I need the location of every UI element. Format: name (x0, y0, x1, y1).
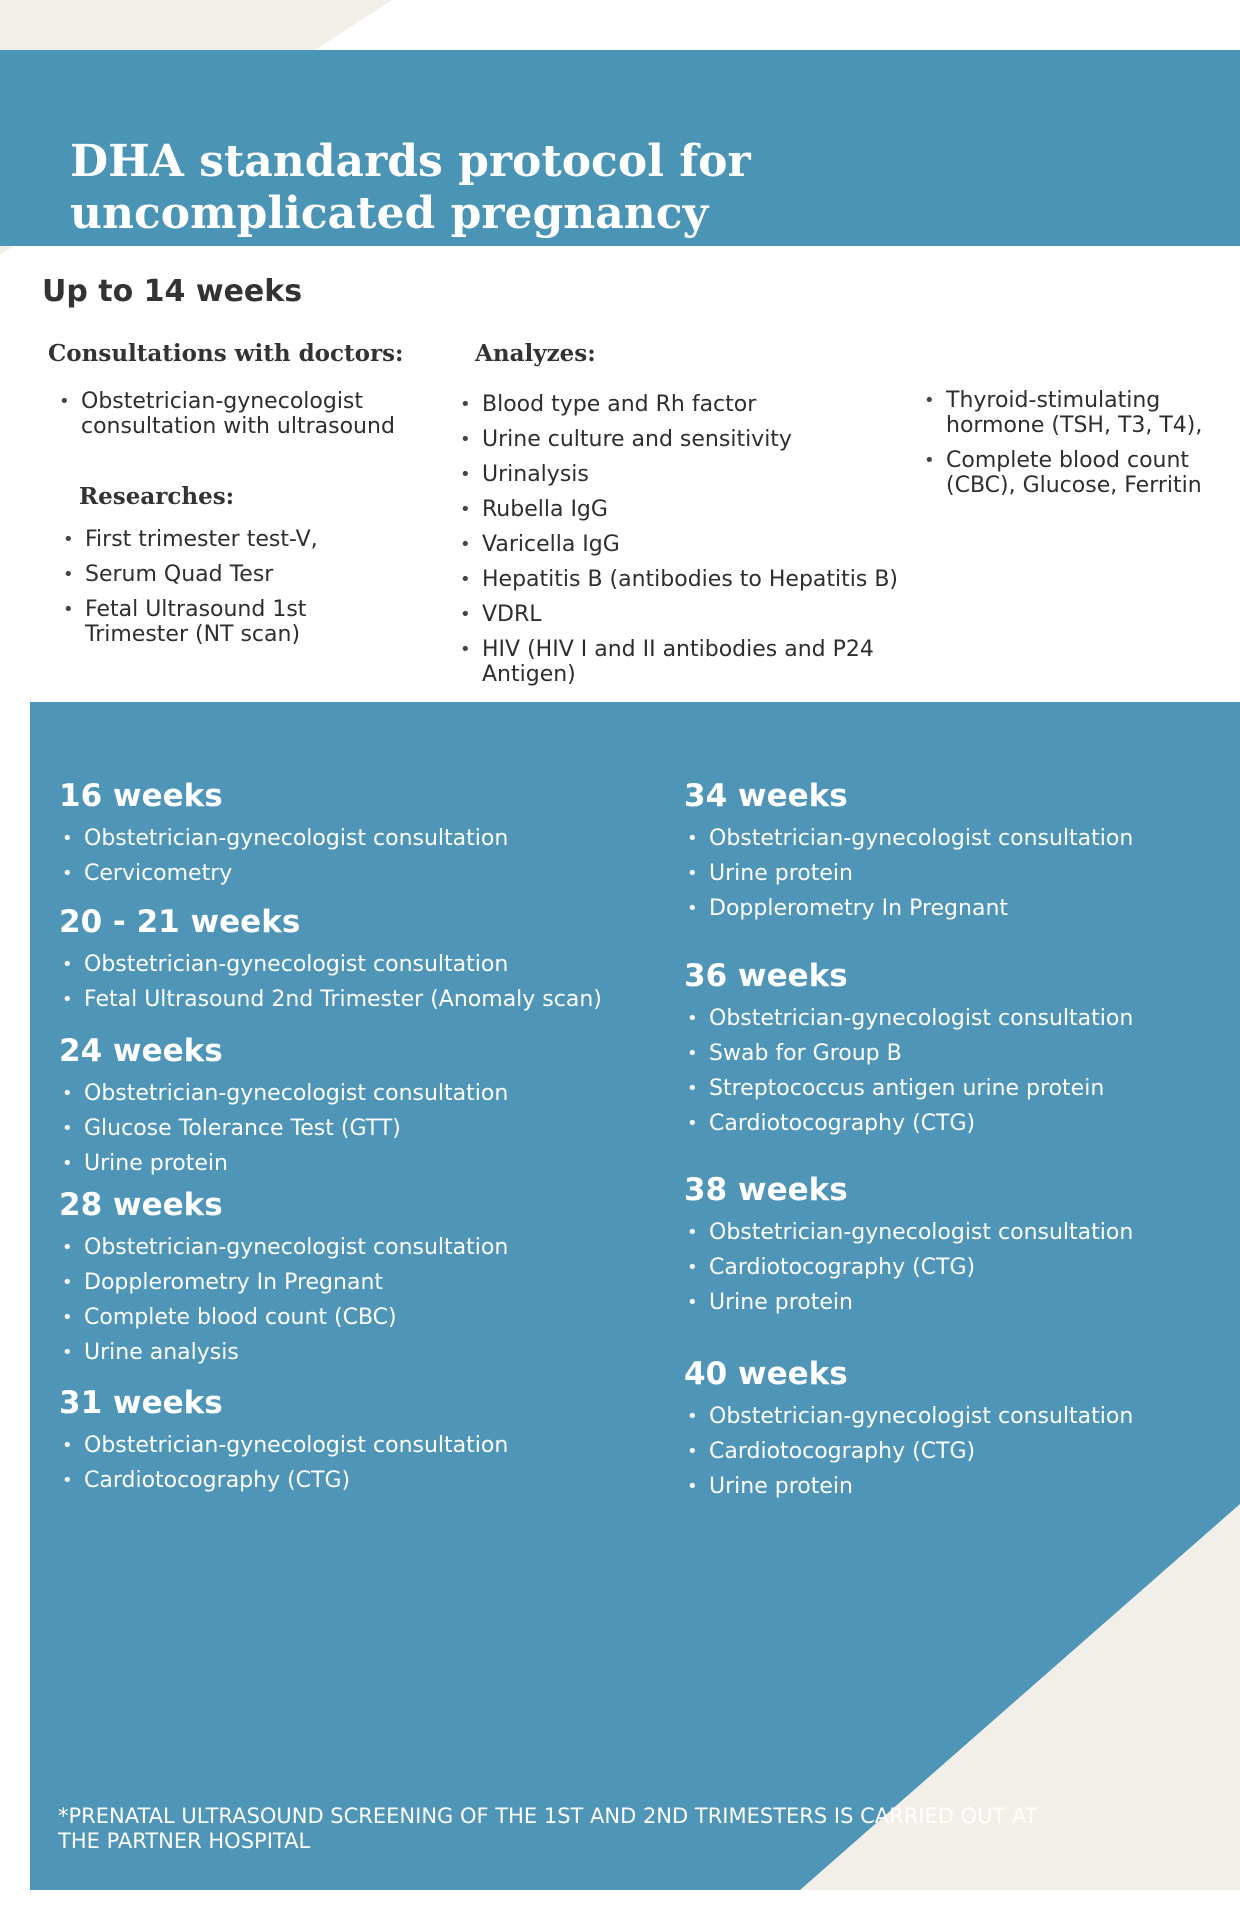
week-item: • Cardiotocography (CTG) (684, 1111, 1229, 1136)
analysis-item: • Hepatitis B (antibodies to Hepatitis B) (457, 567, 907, 592)
week-items (59, 1433, 659, 1493)
week-item: • Swab for Group B (684, 1041, 1229, 1066)
week-item: • Obstetrician-gynecologist consultation (59, 826, 659, 851)
week-group-34 (684, 777, 1229, 921)
week-item: • Dopplerometry In Pregnant (684, 896, 1229, 921)
analyzes-heading: Analyzes: (475, 340, 596, 367)
week-title: 16 weeks (59, 778, 223, 814)
week-item: • Urine protein (59, 1151, 659, 1176)
week-title: 34 weeks (684, 778, 848, 814)
week-title: 40 weeks (684, 1356, 848, 1392)
week-title: 20 - 21 weeks (59, 904, 301, 940)
week-group-28 (59, 1186, 659, 1365)
week-items (684, 1220, 1229, 1315)
analysis-item: • Complete blood count (CBC), Glucose, Ferritin (921, 448, 1221, 498)
week-title: 31 weeks (59, 1385, 223, 1421)
week-item: • Urine protein (684, 1290, 1229, 1315)
analysis-item: • Rubella IgG (457, 497, 907, 522)
week-title: 24 weeks (59, 1033, 223, 1069)
analysis-item: • VDRL (457, 602, 907, 627)
week-item: • Cervicometry (59, 861, 659, 886)
week-item: • Obstetrician-gynecologist consultation (59, 952, 659, 977)
week-items (684, 826, 1229, 921)
week-item: • Obstetrician-gynecologist consultation (684, 1220, 1229, 1245)
analysis-item: • Blood type and Rh factor (457, 392, 907, 417)
week-group-40 (684, 1355, 1229, 1499)
week-group-31 (59, 1384, 659, 1493)
analysis-item: • Thyroid-stimulating hormone (TSH, T3, T4), (921, 388, 1221, 438)
week-items (59, 1235, 659, 1365)
week-group-38 (684, 1171, 1229, 1315)
week-group-24 (59, 1032, 659, 1176)
week-item: • Urine protein (684, 1474, 1229, 1499)
week-item: • Complete blood count (CBC) (59, 1305, 659, 1330)
consultations-list (56, 389, 426, 449)
page-title: DHA standards protocol for uncomplicated pregnancy (70, 136, 751, 239)
consultations-heading: Consultations with doctors: (48, 340, 404, 367)
week-items (684, 1006, 1229, 1136)
week-items (59, 826, 659, 886)
week-group-20-21 (59, 903, 659, 1012)
week-items (59, 1081, 659, 1176)
analysis-item: • Varicella IgG (457, 532, 907, 557)
week-item: • Urine analysis (59, 1340, 659, 1365)
week-title: 28 weeks (59, 1187, 223, 1223)
research-item: • First trimester test-V, (60, 527, 360, 552)
analysis-item: • HIV (HIV I and II antibodies and P24 Antigen) (457, 637, 907, 687)
analysis-item: • Urine culture and sensitivity (457, 427, 907, 452)
week-item: • Obstetrician-gynecologist consultation (59, 1235, 659, 1260)
week-item: • Cardiotocography (CTG) (684, 1255, 1229, 1280)
schedule-column-left (59, 777, 659, 1503)
week-items (684, 1404, 1229, 1499)
research-item: • Fetal Ultrasound 1st Trimester (NT scan) (60, 597, 360, 647)
schedule-panel (30, 702, 1240, 1890)
week-item: • Obstetrician-gynecologist consultation (684, 1404, 1229, 1429)
week-items (59, 952, 659, 1012)
week-item: • Streptococcus antigen urine protein (684, 1076, 1229, 1101)
week-item: • Obstetrician-gynecologist consultation (684, 1006, 1229, 1031)
header-banner (0, 50, 1240, 246)
week-item: • Fetal Ultrasound 2nd Trimester (Anomaly scan) (59, 987, 659, 1012)
week-item: • Dopplerometry In Pregnant (59, 1270, 659, 1295)
week-item: • Obstetrician-gynecologist consultation (59, 1081, 659, 1106)
week-item: • Cardiotocography (CTG) (684, 1439, 1229, 1464)
researches-heading: Researches: (79, 483, 235, 510)
researches-list (60, 527, 360, 657)
footnote: *PRENATAL ULTRASOUND SCREENING OF THE 1ST AND 2ND TRIMESTERS IS CARRIED OUT AT THE PARTNER HOSPITAL (58, 1804, 1038, 1853)
consultation-item: • Obstetrician-gynecologist consultation with ultrasound (56, 389, 426, 439)
analyzes-extra-list (921, 388, 1221, 508)
section-up-to-14-weeks-title: Up to 14 weeks (42, 274, 303, 309)
analyzes-list (457, 392, 907, 697)
week-group-16 (59, 777, 659, 886)
week-item: • Cardiotocography (CTG) (59, 1468, 659, 1493)
week-title: 38 weeks (684, 1172, 848, 1208)
week-group-36 (684, 957, 1229, 1136)
week-item: • Urine protein (684, 861, 1229, 886)
week-item: • Glucose Tolerance Test (GTT) (59, 1116, 659, 1141)
schedule-column-right (684, 777, 1229, 1509)
week-item: • Obstetrician-gynecologist consultation (684, 826, 1229, 851)
research-item: • Serum Quad Tesr (60, 562, 360, 587)
week-title: 36 weeks (684, 958, 848, 994)
week-item: • Obstetrician-gynecologist consultation (59, 1433, 659, 1458)
analysis-item: • Urinalysis (457, 462, 907, 487)
